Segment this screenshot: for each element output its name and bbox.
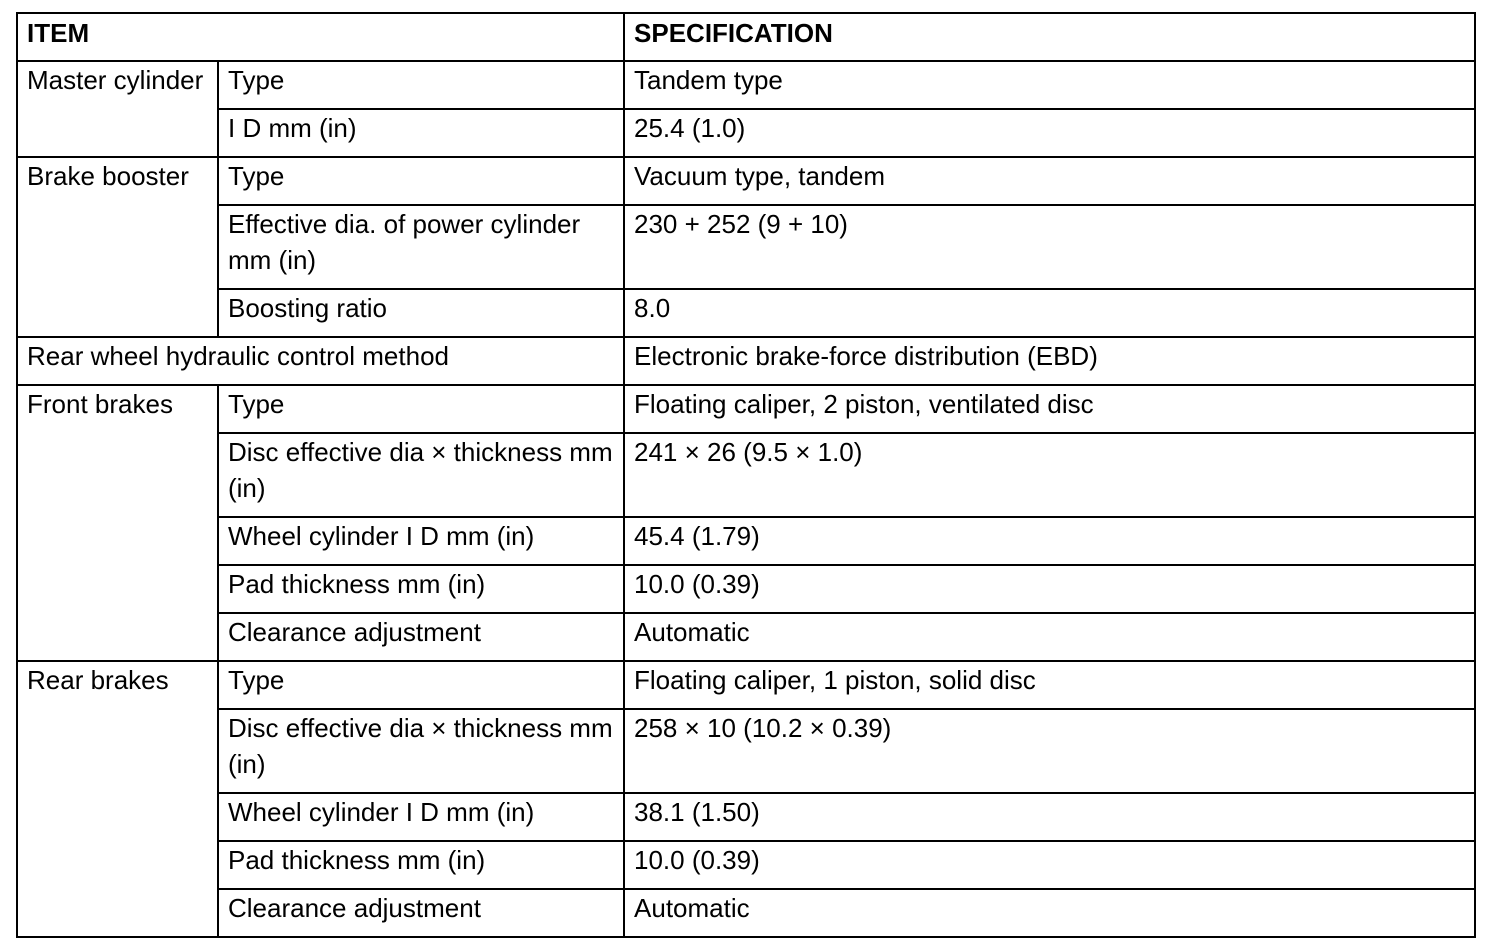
table-row xyxy=(17,709,1475,793)
table-row xyxy=(17,109,1475,157)
table-row xyxy=(17,61,1475,109)
spec-cell: 38.1 (1.50) xyxy=(624,793,1475,841)
spec-cell: 10.0 (0.39) xyxy=(624,841,1475,889)
table-row xyxy=(17,841,1475,889)
spec-cell: Tandem type xyxy=(624,61,1475,109)
item-cell: Type xyxy=(218,385,624,433)
item-cell: Pad thickness mm (in) xyxy=(218,565,624,613)
group-label-master-cylinder: Master cylinder xyxy=(17,61,218,157)
table-row xyxy=(17,613,1475,661)
spec-cell: 10.0 (0.39) xyxy=(624,565,1475,613)
item-cell: Boosting ratio xyxy=(218,289,624,337)
group-label-brake-booster: Brake booster xyxy=(17,157,218,337)
spec-cell: 241 × 26 (9.5 × 1.0) xyxy=(624,433,1475,517)
table-row xyxy=(17,337,1475,385)
spec-cell: 45.4 (1.79) xyxy=(624,517,1475,565)
item-cell: Pad thickness mm (in) xyxy=(218,841,624,889)
spec-cell: Electronic brake-force distribution (EBD) xyxy=(624,337,1475,385)
item-cell: Effective dia. of power cylinder mm (in) xyxy=(218,205,624,289)
brake-specification-table xyxy=(16,12,1476,938)
table-row xyxy=(17,565,1475,613)
table-row xyxy=(17,289,1475,337)
table-row xyxy=(17,385,1475,433)
group-label-rear-brakes: Rear brakes xyxy=(17,661,218,937)
table-row xyxy=(17,517,1475,565)
item-cell: Disc effective dia × thickness mm (in) xyxy=(218,433,624,517)
item-cell: Type xyxy=(218,157,624,205)
spec-cell: 230 + 252 (9 + 10) xyxy=(624,205,1475,289)
item-cell: Type xyxy=(218,661,624,709)
spec-cell: Automatic xyxy=(624,613,1475,661)
table-row xyxy=(17,889,1475,937)
table-row xyxy=(17,661,1475,709)
spec-cell: Vacuum type, tandem xyxy=(624,157,1475,205)
spec-cell: Automatic xyxy=(624,889,1475,937)
table-header-row xyxy=(17,13,1475,61)
spec-cell: 25.4 (1.0) xyxy=(624,109,1475,157)
table-row xyxy=(17,433,1475,517)
spec-cell: 258 × 10 (10.2 × 0.39) xyxy=(624,709,1475,793)
header-item: ITEM xyxy=(17,13,624,61)
spec-cell: Floating caliper, 1 piston, solid disc xyxy=(624,661,1475,709)
item-cell: Wheel cylinder I D mm (in) xyxy=(218,517,624,565)
table-row xyxy=(17,205,1475,289)
item-cell-rear-wheel-control: Rear wheel hydraulic control method xyxy=(17,337,624,385)
spec-cell: Floating caliper, 2 piston, ventilated disc xyxy=(624,385,1475,433)
item-cell: I D mm (in) xyxy=(218,109,624,157)
table-row xyxy=(17,157,1475,205)
item-cell: Type xyxy=(218,61,624,109)
item-cell: Clearance adjustment xyxy=(218,889,624,937)
spec-cell: 8.0 xyxy=(624,289,1475,337)
group-label-front-brakes: Front brakes xyxy=(17,385,218,661)
item-cell: Clearance adjustment xyxy=(218,613,624,661)
table-row xyxy=(17,793,1475,841)
item-cell: Disc effective dia × thickness mm (in) xyxy=(218,709,624,793)
header-specification: SPECIFICATION xyxy=(624,13,1475,61)
item-cell: Wheel cylinder I D mm (in) xyxy=(218,793,624,841)
